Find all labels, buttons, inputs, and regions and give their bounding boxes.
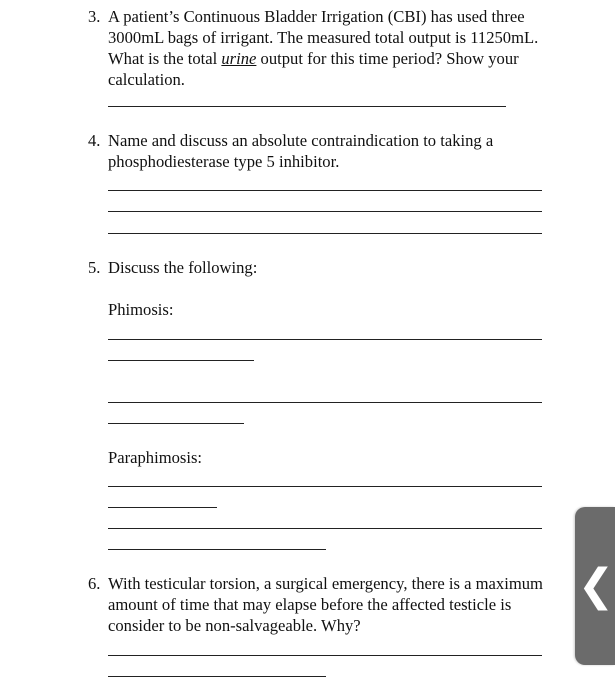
answer-line[interactable] [108,233,542,234]
side-panel-tab[interactable] [575,507,615,665]
answer-line[interactable] [108,360,254,361]
question-number: 4. [88,131,101,150]
answer-line[interactable] [108,423,244,424]
answer-line[interactable] [108,402,542,403]
answer-line[interactable] [108,676,326,677]
question-6 [88,573,548,636]
paraphimosis-label: Paraphimosis: [108,448,203,467]
emphasized-word: urine [221,49,257,68]
phimosis-label: Phimosis: [108,300,174,319]
question-number: 5. [88,258,101,277]
chevron-left-icon: ❮ [577,560,615,611]
question-text: With testicular torsion, a surgical emergency, there is a maximum amount of time that may elapse before the affected testicle is consider to be non-salvageable. Why? [108,574,543,635]
question-text: Discuss the following: [108,258,258,277]
answer-line[interactable] [108,549,326,550]
answer-line[interactable] [108,507,217,508]
answer-line[interactable] [108,106,506,107]
answer-line[interactable] [108,190,542,191]
answer-line[interactable] [108,486,542,487]
question-5 [88,257,548,278]
question-3 [88,6,548,90]
question-4 [88,130,548,172]
answer-line[interactable] [108,339,542,340]
question-number: 3. [88,7,101,26]
question-number: 6. [88,574,101,593]
answer-line[interactable] [108,655,542,656]
answer-line[interactable] [108,211,542,212]
question-text: A patient’s Continuous Bladder Irrigation (CBI) has used three 3000mL bags of irrigant. The measured total output is 11250mL. What is the total urine output for this time period? Show your calculation. [108,7,539,89]
answer-line[interactable] [108,528,542,529]
question-text: Name and discuss an absolute contraindication to taking a phosphodiesterase type 5 inhibitor. [108,131,494,171]
